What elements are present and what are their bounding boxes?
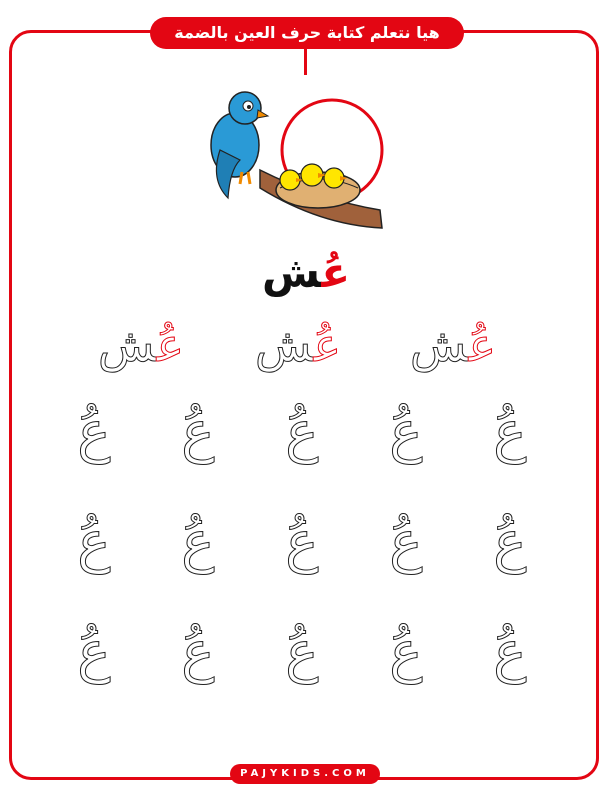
trace-word[interactable] xyxy=(98,318,184,372)
trace-letter[interactable]: عُ xyxy=(285,620,319,685)
page-title: هيا نتعلم كتابة حرف العين بالضمة xyxy=(150,17,464,49)
bird-nest-illustration xyxy=(200,70,400,250)
word-letter: عُ xyxy=(321,248,351,297)
trace-word-rest: ش xyxy=(98,318,157,372)
trace-letter[interactable]: عُ xyxy=(181,510,215,575)
trace-word-rest: ش xyxy=(410,318,469,372)
trace-letter[interactable]: عُ xyxy=(77,510,111,575)
trace-letter[interactable]: عُ xyxy=(389,620,423,685)
trace-word-letter: عُ xyxy=(313,318,342,372)
trace-word[interactable] xyxy=(255,318,341,372)
example-word xyxy=(0,248,612,297)
trace-letter[interactable]: عُ xyxy=(181,400,215,465)
trace-word-letter: عُ xyxy=(468,318,497,372)
trace-letter[interactable]: عُ xyxy=(77,400,111,465)
trace-letter[interactable]: عُ xyxy=(389,510,423,575)
trace-letter[interactable]: عُ xyxy=(493,620,527,685)
trace-letter[interactable]: عُ xyxy=(285,400,319,465)
trace-letter[interactable]: عُ xyxy=(285,510,319,575)
word-rest: ش xyxy=(261,248,322,297)
trace-word[interactable] xyxy=(410,318,496,372)
trace-letter[interactable]: عُ xyxy=(493,510,527,575)
trace-letter[interactable]: عُ xyxy=(389,400,423,465)
trace-letter[interactable]: عُ xyxy=(77,620,111,685)
trace-word-letter: عُ xyxy=(156,318,185,372)
trace-letter[interactable]: عُ xyxy=(493,400,527,465)
trace-word-rest: ش xyxy=(255,318,314,372)
footer-brand: PAJYKIDS.COM xyxy=(230,764,380,784)
trace-letter[interactable]: عُ xyxy=(181,620,215,685)
